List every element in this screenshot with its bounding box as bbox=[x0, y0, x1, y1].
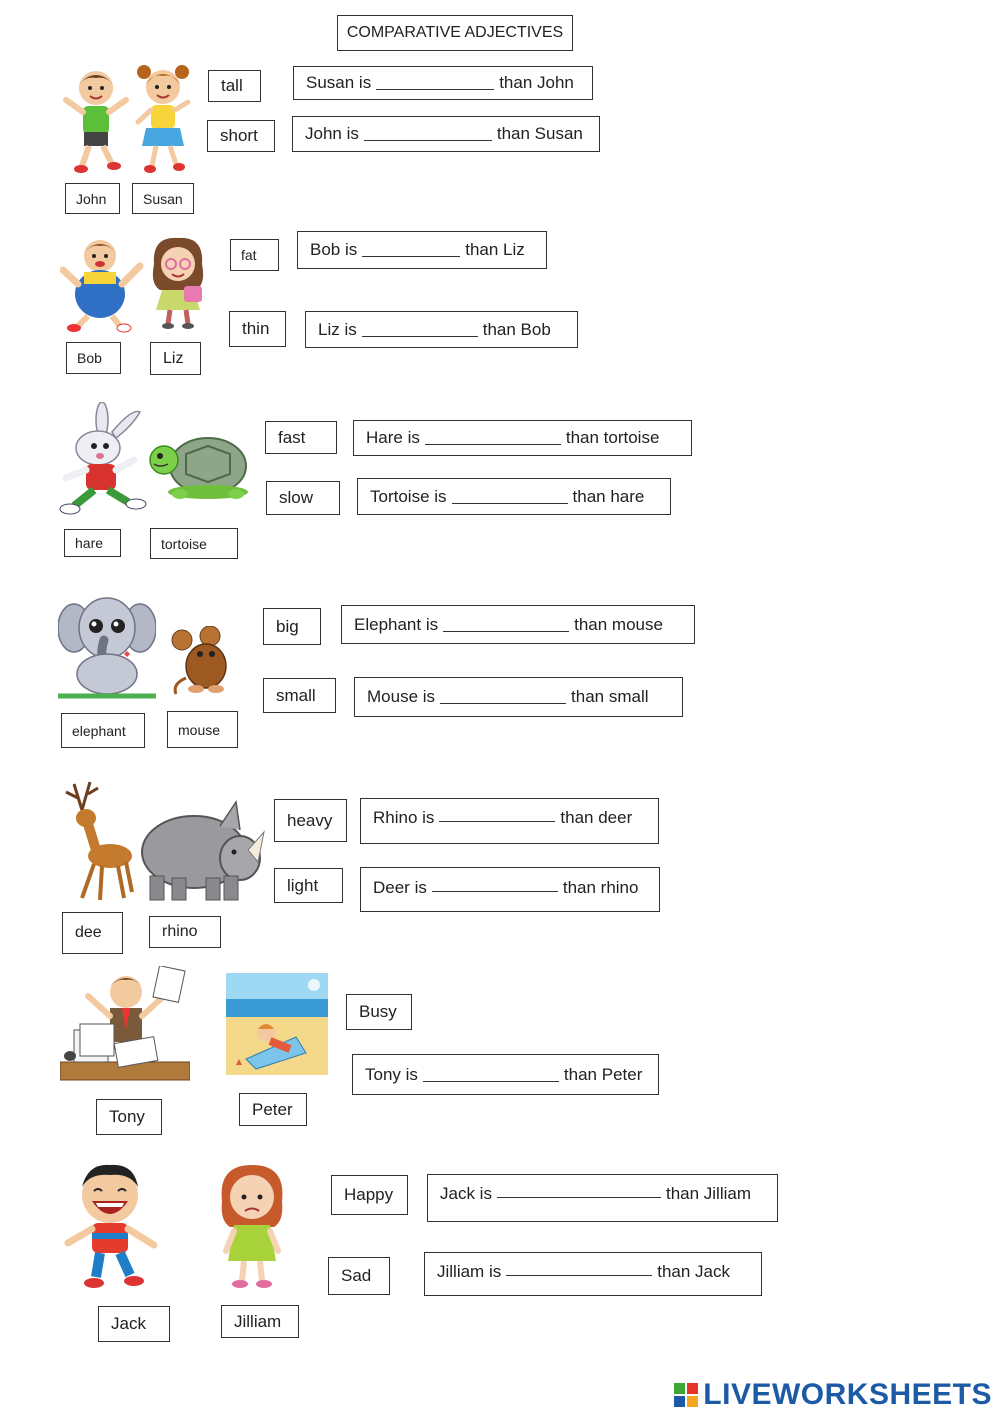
answer-blank[interactable] bbox=[362, 335, 478, 337]
sentence-end: than Susan bbox=[496, 124, 583, 143]
adjective-slow[interactable]: slow bbox=[266, 481, 340, 515]
sentence-start: John is bbox=[305, 124, 359, 143]
sentence-start: Deer is bbox=[373, 878, 427, 897]
sentence-end: than Jack bbox=[657, 1262, 730, 1281]
rhino-picture bbox=[136, 796, 266, 904]
sentence-box bbox=[427, 1174, 778, 1222]
sentence-start: Susan is bbox=[306, 73, 372, 92]
sentence-start: Rhino is bbox=[373, 808, 435, 827]
liveworksheets-logo bbox=[674, 1378, 992, 1412]
name-label-mouse: mouse bbox=[167, 711, 238, 748]
elephant-picture bbox=[58, 588, 156, 700]
adjective-short[interactable]: short bbox=[207, 120, 275, 152]
adjective-light[interactable]: light bbox=[274, 868, 343, 903]
answer-blank[interactable] bbox=[364, 139, 492, 141]
sentence-end: than Jilliam bbox=[665, 1184, 752, 1203]
peter-picture bbox=[226, 973, 328, 1075]
sentence-box bbox=[352, 1054, 659, 1095]
answer-blank[interactable] bbox=[443, 630, 569, 632]
name-label-jack: Jack bbox=[98, 1306, 170, 1342]
sentence-box bbox=[341, 605, 695, 644]
name-label-deer: dee bbox=[62, 912, 123, 954]
name-label-liz: Liz bbox=[150, 342, 201, 375]
name-label-rhino: rhino bbox=[149, 916, 221, 948]
name-label-elephant: elephant bbox=[61, 713, 145, 748]
name-label-peter: Peter bbox=[239, 1093, 307, 1126]
worksheet-title: COMPARATIVE ADJECTIVES bbox=[337, 15, 573, 51]
sentence-box bbox=[357, 478, 671, 515]
name-label-tony: Tony bbox=[96, 1099, 162, 1135]
logo-mark-icon bbox=[674, 1383, 698, 1407]
name-label-tortoise: tortoise bbox=[150, 528, 238, 559]
name-label-john: John bbox=[65, 183, 120, 214]
answer-blank[interactable] bbox=[440, 702, 566, 704]
sentence-end: than John bbox=[499, 73, 574, 92]
john-picture bbox=[62, 66, 132, 176]
sentence-box bbox=[293, 66, 593, 100]
answer-blank[interactable] bbox=[432, 890, 558, 892]
tony-picture bbox=[60, 966, 190, 1084]
sentence-start: Tony is bbox=[365, 1064, 418, 1084]
sentence-end: than hare bbox=[572, 486, 645, 506]
sentence-start: Liz is bbox=[318, 319, 357, 339]
deer-picture bbox=[60, 780, 136, 904]
bob-picture bbox=[60, 236, 144, 334]
name-label-jilliam: Jilliam bbox=[221, 1305, 299, 1338]
answer-blank[interactable] bbox=[497, 1196, 661, 1198]
sentence-box bbox=[424, 1252, 762, 1296]
answer-blank[interactable] bbox=[376, 88, 494, 90]
sentence-box bbox=[297, 231, 547, 269]
sentence-box bbox=[360, 798, 659, 844]
name-label-susan: Susan bbox=[132, 183, 194, 214]
hare-picture bbox=[58, 402, 150, 518]
sentence-box bbox=[305, 311, 578, 348]
answer-blank[interactable] bbox=[362, 255, 460, 257]
adjective-fast[interactable]: fast bbox=[265, 421, 337, 454]
answer-blank[interactable] bbox=[506, 1274, 652, 1276]
sentence-box bbox=[360, 867, 660, 912]
answer-blank[interactable] bbox=[423, 1080, 559, 1082]
jack-picture bbox=[60, 1161, 160, 1293]
sentence-box bbox=[353, 420, 692, 456]
mouse-picture bbox=[170, 626, 236, 696]
sentence-start: Jack is bbox=[440, 1184, 492, 1203]
sentence-end: than Liz bbox=[465, 240, 525, 259]
sentence-end: than mouse bbox=[574, 614, 663, 634]
sentence-start: Tortoise is bbox=[370, 486, 447, 506]
jilliam-picture bbox=[212, 1161, 292, 1289]
liz-picture bbox=[146, 234, 210, 330]
sentence-start: Mouse is bbox=[367, 687, 436, 706]
sentence-end: than deer bbox=[560, 808, 633, 827]
sentence-end: than small bbox=[571, 687, 649, 706]
tortoise-picture bbox=[146, 430, 250, 502]
sentence-end: than rhino bbox=[562, 878, 639, 897]
logo-text: LIVEWORKSHEETS bbox=[703, 1378, 992, 1411]
adjective-busy[interactable]: Busy bbox=[346, 994, 412, 1030]
sentence-start: Hare is bbox=[366, 428, 420, 447]
name-label-hare: hare bbox=[64, 529, 121, 557]
sentence-end: than Peter bbox=[563, 1064, 643, 1084]
adjective-happy[interactable]: Happy bbox=[331, 1175, 408, 1215]
adjective-small[interactable]: small bbox=[263, 678, 336, 713]
sentence-box bbox=[354, 677, 683, 717]
name-label-bob: Bob bbox=[66, 342, 121, 374]
answer-blank[interactable] bbox=[452, 502, 568, 504]
adjective-tall[interactable]: tall bbox=[208, 70, 261, 102]
sentence-end: than Bob bbox=[482, 319, 551, 339]
sentence-start: Jilliam is bbox=[437, 1262, 502, 1281]
adjective-fat[interactable]: fat bbox=[230, 239, 279, 271]
sentence-start: Elephant is bbox=[354, 614, 439, 634]
adjective-thin[interactable]: thin bbox=[229, 311, 286, 347]
sentence-box bbox=[292, 116, 600, 152]
adjective-sad[interactable]: Sad bbox=[328, 1257, 390, 1295]
adjective-big[interactable]: big bbox=[263, 608, 321, 645]
sentence-end: than tortoise bbox=[565, 428, 660, 447]
sentence-start: Bob is bbox=[310, 240, 358, 259]
susan-picture bbox=[134, 60, 192, 176]
answer-blank[interactable] bbox=[425, 443, 561, 445]
answer-blank[interactable] bbox=[439, 820, 555, 822]
adjective-heavy[interactable]: heavy bbox=[274, 799, 347, 842]
